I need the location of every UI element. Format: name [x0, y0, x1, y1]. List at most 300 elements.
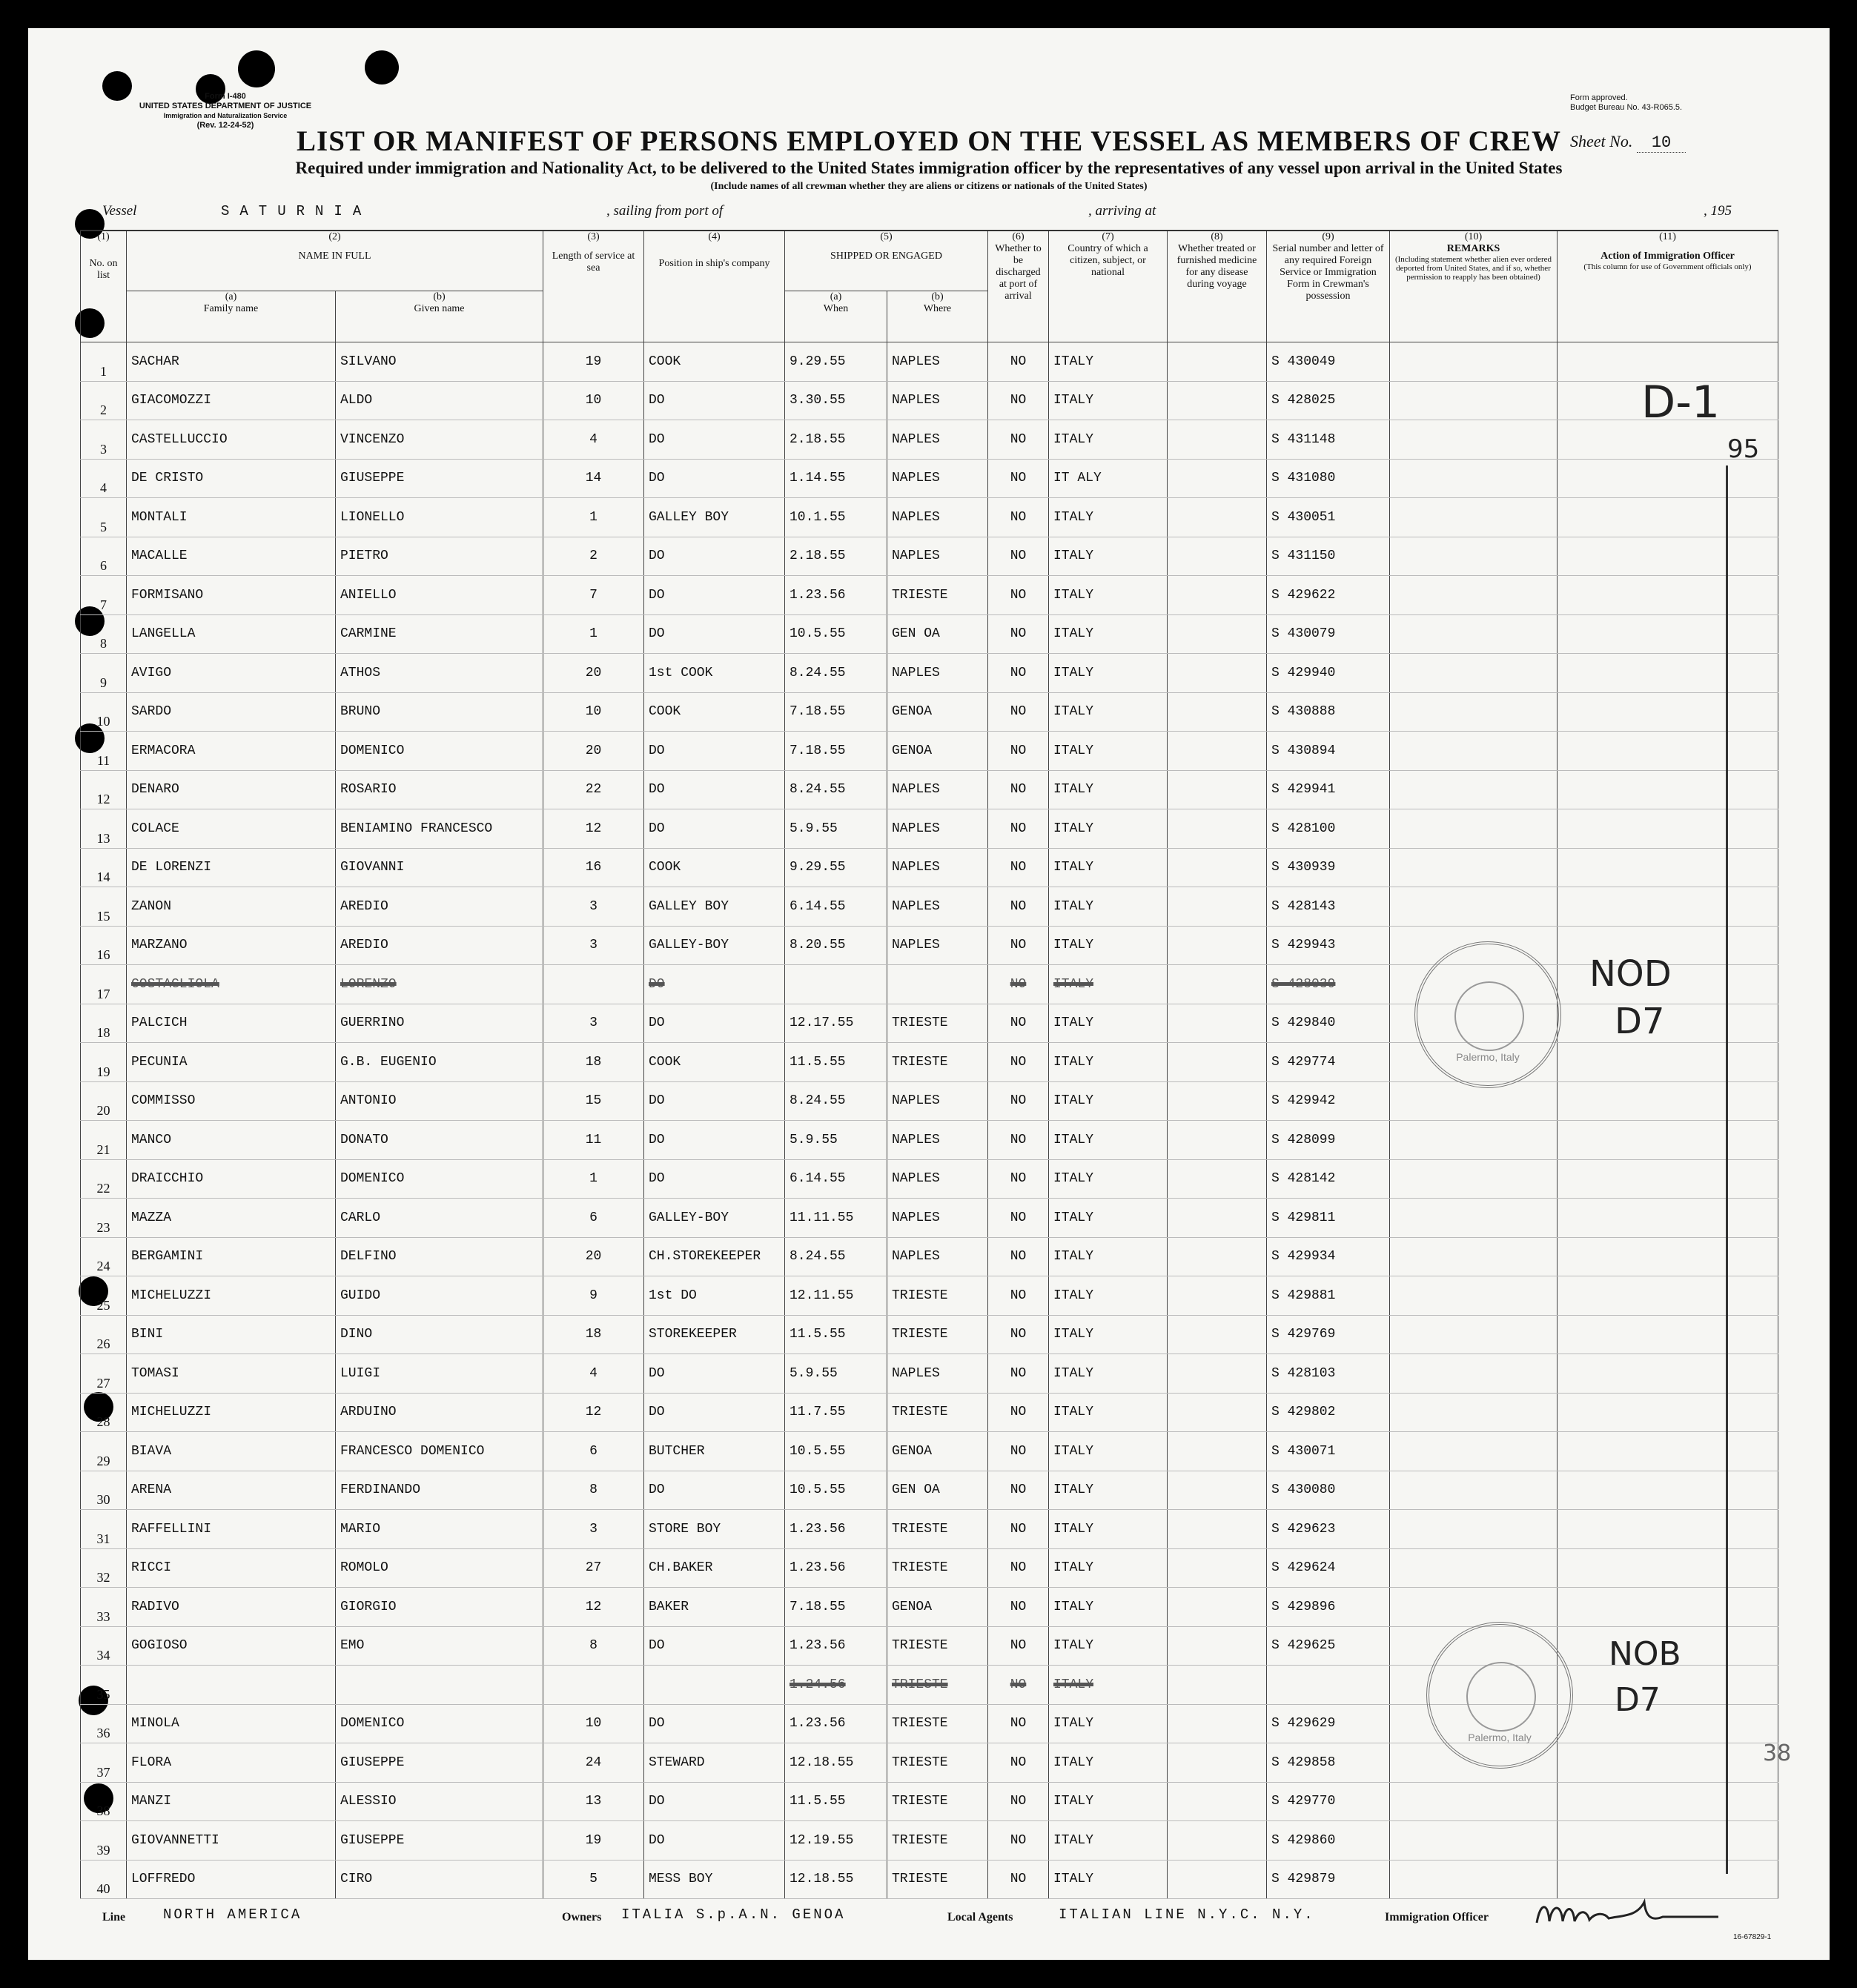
cell-where: TRIESTE: [887, 1315, 988, 1354]
cell-family: PECUNIA: [127, 1043, 336, 1082]
cell-given: DINO: [336, 1315, 543, 1354]
row-number: 40: [81, 1860, 127, 1899]
cell-length: [543, 965, 644, 1004]
cell-country: ITALY: [1049, 1432, 1168, 1471]
row-number: 20: [81, 1081, 127, 1121]
cell-remarks: [1390, 1860, 1558, 1899]
cell-action: [1558, 498, 1778, 537]
row-number: 34: [81, 1626, 127, 1666]
header-medicine: Whether treated or furnished medicine for any disease during voyage: [1176, 243, 1257, 290]
cell-medicine: [1168, 381, 1267, 420]
cell-where: TRIESTE: [887, 1860, 988, 1899]
cell-medicine: [1168, 1432, 1267, 1471]
cell-action: [1558, 1588, 1778, 1627]
cell-remarks: [1390, 1159, 1558, 1199]
row-number: 28: [81, 1393, 127, 1432]
cell-where: TRIESTE: [887, 1276, 988, 1316]
cell-action: [1558, 1315, 1778, 1354]
cell-when: 10.5.55: [785, 1471, 887, 1510]
cell-country: ITALY: [1049, 887, 1168, 927]
cell-serial: S 428142: [1267, 1159, 1390, 1199]
cell-serial: S 430049: [1267, 342, 1390, 382]
row-number: 24: [81, 1237, 127, 1276]
cell-country: ITALY: [1049, 381, 1168, 420]
cell-position: DO: [644, 732, 785, 771]
cell-given: PIETRO: [336, 537, 543, 576]
cell-medicine: [1168, 1666, 1267, 1705]
cell-where: NAPLES: [887, 887, 988, 927]
cell-remarks: [1390, 1821, 1558, 1861]
cell-action: [1558, 1471, 1778, 1510]
cell-given: LORENZO: [336, 965, 543, 1004]
page-title: LIST OR MANIFEST OF PERSONS EMPLOYED ON THE VESSEL AS MEMBERS OF CREW: [297, 125, 1561, 157]
cell-country: ITALY: [1049, 1704, 1168, 1743]
cell-medicine: [1168, 1004, 1267, 1043]
cell-position: STEWARD: [644, 1743, 785, 1783]
cell-when: 1.23.56: [785, 576, 887, 615]
cell-country: ITALY: [1049, 1354, 1168, 1394]
cell-remarks: [1390, 1081, 1558, 1121]
d7-mark: D7: [1615, 1001, 1665, 1042]
revision: (Rev. 12-24-52): [196, 121, 254, 130]
cell-family: SARDO: [127, 692, 336, 732]
cell-where: GENOA: [887, 692, 988, 732]
cell-family: MAZZA: [127, 1199, 336, 1238]
table-row: [81, 848, 1778, 887]
cell-given: CARLO: [336, 1199, 543, 1238]
cell-medicine: [1168, 887, 1267, 927]
cell-discharged: NO: [988, 1199, 1049, 1238]
cell-position: DO: [644, 1704, 785, 1743]
cell-given: GIUSEPPE: [336, 1821, 543, 1861]
cell-when: 7.18.55: [785, 732, 887, 771]
subcol-letter: (b): [433, 291, 446, 302]
cell-family: ARENA: [127, 1471, 336, 1510]
cell-serial: S 428099: [1267, 1121, 1390, 1160]
table-row: [81, 770, 1778, 809]
cell-action: [1558, 848, 1778, 887]
cell-length: 1: [543, 498, 644, 537]
cell-remarks: [1390, 887, 1558, 927]
cell-length: 2: [543, 537, 644, 576]
cell-serial: S 429770: [1267, 1782, 1390, 1821]
cell-length: 9: [543, 1276, 644, 1316]
cell-length: 4: [543, 1354, 644, 1394]
sailing-label: , sailing from port of: [606, 203, 724, 219]
cell-position: DO: [644, 537, 785, 576]
cell-discharged: NO: [988, 576, 1049, 615]
page-number: 95: [1727, 434, 1760, 464]
cell-medicine: [1168, 1471, 1267, 1510]
row-number: 29: [81, 1432, 127, 1471]
cell-family: SACHAR: [127, 342, 336, 382]
cell-country: ITALY: [1049, 732, 1168, 771]
cell-when: 1.23.56: [785, 1510, 887, 1549]
cell-when: 8.24.55: [785, 770, 887, 809]
cell-medicine: [1168, 498, 1267, 537]
cell-discharged: NO: [988, 381, 1049, 420]
row-number: 2: [81, 381, 127, 420]
cell-medicine: [1168, 576, 1267, 615]
cell-serial: S 429774: [1267, 1043, 1390, 1082]
col-number: (5): [880, 231, 893, 242]
cell-length: 10: [543, 692, 644, 732]
table-row: [81, 1860, 1778, 1899]
col-number: (3): [587, 231, 600, 242]
row-number: 27: [81, 1354, 127, 1394]
cell-family: RICCI: [127, 1548, 336, 1588]
cell-given: ROMOLO: [336, 1548, 543, 1588]
cell-discharged: NO: [988, 1471, 1049, 1510]
cell-where: TRIESTE: [887, 1004, 988, 1043]
cell-remarks: [1390, 1354, 1558, 1394]
cell-discharged: NO: [988, 498, 1049, 537]
cell-remarks: [1390, 381, 1558, 420]
cell-action: [1558, 1043, 1778, 1082]
cell-discharged: NO: [988, 1510, 1049, 1549]
cell-given: ANTONIO: [336, 1081, 543, 1121]
stamp-city: Palermo, Italy: [1468, 1732, 1532, 1743]
cell-family: COSTAGLIOLA: [127, 965, 336, 1004]
row-number: 25: [81, 1276, 127, 1316]
row-number: 37: [81, 1743, 127, 1783]
cell-family: DE CRISTO: [127, 459, 336, 498]
cell-where: TRIESTE: [887, 1821, 988, 1861]
cell-when: 1.23.56: [785, 1626, 887, 1666]
cell-remarks: [1390, 1432, 1558, 1471]
cell-remarks: [1390, 732, 1558, 771]
cell-remarks: [1390, 1588, 1558, 1627]
cell-serial: S 428103: [1267, 1354, 1390, 1394]
row-number: 17: [81, 965, 127, 1004]
cell-action: [1558, 614, 1778, 654]
cell-position: DO: [644, 809, 785, 849]
cell-serial: S 430939: [1267, 848, 1390, 887]
cell-where: TRIESTE: [887, 1548, 988, 1588]
cell-length: 3: [543, 1004, 644, 1043]
punch-hole: [365, 50, 399, 85]
cell-given: VINCENZO: [336, 420, 543, 460]
header-shipped: SHIPPED OR ENGAGED: [830, 251, 942, 262]
row-number: 22: [81, 1159, 127, 1199]
cell-serial: S 429860: [1267, 1821, 1390, 1861]
cell-length: 13: [543, 1782, 644, 1821]
table-row: [81, 654, 1778, 693]
cell-serial: S 429879: [1267, 1860, 1390, 1899]
cell-when: 9.29.55: [785, 848, 887, 887]
year-label: , 195: [1704, 203, 1732, 219]
header-when: When: [823, 303, 849, 314]
cell-family: [127, 1666, 336, 1705]
cell-medicine: [1168, 965, 1267, 1004]
cell-when: 6.14.55: [785, 1159, 887, 1199]
cell-country: ITALY: [1049, 537, 1168, 576]
cell-position: DO: [644, 1393, 785, 1432]
cell-length: 6: [543, 1432, 644, 1471]
col-number: (6): [1012, 231, 1025, 242]
cell-given: [336, 1666, 543, 1705]
cell-when: 8.20.55: [785, 926, 887, 965]
cell-remarks: [1390, 1393, 1558, 1432]
cell-when: 10.5.55: [785, 1432, 887, 1471]
cell-position: STOREKEEPER: [644, 1315, 785, 1354]
cell-discharged: NO: [988, 537, 1049, 576]
cell-action: [1558, 1121, 1778, 1160]
cell-position: DO: [644, 576, 785, 615]
table-row: [81, 342, 1778, 382]
cell-country: ITALY: [1049, 1743, 1168, 1783]
cell-position: GALLEY BOY: [644, 498, 785, 537]
header-action: Action of Immigration Officer: [1601, 251, 1735, 262]
row-number: 23: [81, 1199, 127, 1238]
cell-medicine: [1168, 1821, 1267, 1861]
cell-position: COOK: [644, 1043, 785, 1082]
cell-length: 4: [543, 420, 644, 460]
cell-medicine: [1168, 1743, 1267, 1783]
cell-action: [1558, 342, 1778, 382]
cell-medicine: [1168, 1393, 1267, 1432]
header-length: Length of service at sea: [552, 251, 635, 274]
cell-action: [1558, 1237, 1778, 1276]
cell-discharged: NO: [988, 614, 1049, 654]
cell-country: ITALY: [1049, 1860, 1168, 1899]
cell-when: 11.5.55: [785, 1782, 887, 1821]
cell-given: GIOVANNI: [336, 848, 543, 887]
col-number: (1): [97, 231, 110, 242]
cell-country: ITALY: [1049, 1782, 1168, 1821]
cell-when: [785, 965, 887, 1004]
cell-position: COOK: [644, 692, 785, 732]
cell-when: 12.17.55: [785, 1004, 887, 1043]
cell-action: [1558, 887, 1778, 927]
cell-medicine: [1168, 1043, 1267, 1082]
cell-where: TRIESTE: [887, 1510, 988, 1549]
cell-when: 7.18.55: [785, 692, 887, 732]
cell-position: COOK: [644, 848, 785, 887]
header-position: Position in ship's company: [658, 258, 770, 269]
col-number: (4): [708, 231, 721, 242]
cell-serial: S 429769: [1267, 1315, 1390, 1354]
cell-where: NAPLES: [887, 459, 988, 498]
budget-bureau: Budget Bureau No. 43-R065.5.: [1570, 103, 1683, 112]
header-remarks-note: (Including statement whether alien ever ordered deported from United States, and if so, whether permission to reapply has been obtained): [1394, 255, 1552, 282]
cell-where: NAPLES: [887, 342, 988, 382]
cell-medicine: [1168, 692, 1267, 732]
table-row: [81, 1315, 1778, 1354]
cell-serial: S 429896: [1267, 1588, 1390, 1627]
table-row: [81, 1548, 1778, 1588]
cell-position: DO: [644, 1626, 785, 1666]
cell-family: AVIGO: [127, 654, 336, 693]
cell-medicine: [1168, 1354, 1267, 1394]
print-code: 16-67829-1: [1733, 1933, 1772, 1941]
cell-given: ARDUINO: [336, 1393, 543, 1432]
cell-where: [887, 965, 988, 1004]
cell-medicine: [1168, 1199, 1267, 1238]
table-row: [81, 459, 1778, 498]
cell-discharged: NO: [988, 1666, 1049, 1705]
cell-where: TRIESTE: [887, 1626, 988, 1666]
cell-family: GOGIOSO: [127, 1626, 336, 1666]
cell-family: CASTELLUCCIO: [127, 420, 336, 460]
cell-where: NAPLES: [887, 809, 988, 849]
vessel-name: SATURNIA: [221, 203, 372, 219]
cell-country: ITALY: [1049, 1666, 1168, 1705]
header-country: Country of which a citizen, subject, or national: [1067, 243, 1148, 278]
cell-medicine: [1168, 1237, 1267, 1276]
cell-action: [1558, 1081, 1778, 1121]
cell-length: 15: [543, 1081, 644, 1121]
cell-when: 11.5.55: [785, 1043, 887, 1082]
cell-family: MARZANO: [127, 926, 336, 965]
cell-where: NAPLES: [887, 1081, 988, 1121]
row-number: 19: [81, 1043, 127, 1082]
col-number: (7): [1102, 231, 1114, 242]
row-number: 21: [81, 1121, 127, 1160]
cell-action: [1558, 459, 1778, 498]
cell-when: 1.24.56: [785, 1666, 887, 1705]
sheet-number: 10: [1637, 133, 1686, 153]
cell-family: RAFFELLINI: [127, 1510, 336, 1549]
cell-length: 20: [543, 654, 644, 693]
cell-discharged: NO: [988, 1782, 1049, 1821]
row-number: 26: [81, 1315, 127, 1354]
row-number: 11: [81, 732, 127, 771]
cell-given: GUERRINO: [336, 1004, 543, 1043]
cell-medicine: [1168, 1510, 1267, 1549]
cell-serial: S 431150: [1267, 537, 1390, 576]
table-row: [81, 809, 1778, 849]
cell-country: ITALY: [1049, 1821, 1168, 1861]
col-number: (9): [1322, 231, 1334, 242]
cell-country: IT ALY: [1049, 459, 1168, 498]
cell-given: GUIDO: [336, 1276, 543, 1316]
cell-medicine: [1168, 1159, 1267, 1199]
row-number: 4: [81, 459, 127, 498]
footer-line: [102, 1902, 1785, 1932]
cell-length: 10: [543, 1704, 644, 1743]
cell-serial: [1267, 1666, 1390, 1705]
row-number: 38: [81, 1782, 127, 1821]
cell-remarks: [1390, 1510, 1558, 1549]
cell-action: [1558, 692, 1778, 732]
cell-remarks: [1390, 459, 1558, 498]
table-row: [81, 576, 1778, 615]
nob-mark: NOB: [1609, 1635, 1681, 1673]
cell-action: [1558, 537, 1778, 576]
cell-discharged: NO: [988, 1237, 1049, 1276]
table-row: [81, 1393, 1778, 1432]
cell-position: CH.STOREKEEPER: [644, 1237, 785, 1276]
cell-action: [1558, 576, 1778, 615]
cell-action: [1558, 1393, 1778, 1432]
cell-serial: S 430888: [1267, 692, 1390, 732]
cell-given: LIONELLO: [336, 498, 543, 537]
cell-family: FLORA: [127, 1743, 336, 1783]
cell-position: BUTCHER: [644, 1432, 785, 1471]
cell-position: MESS BOY: [644, 1860, 785, 1899]
cell-family: MINOLA: [127, 1704, 336, 1743]
row-number: 12: [81, 770, 127, 809]
cell-family: BERGAMINI: [127, 1237, 336, 1276]
cell-given: FERDINANDO: [336, 1471, 543, 1510]
sheet-label: Sheet No.: [1570, 132, 1633, 150]
cell-when: 8.24.55: [785, 1081, 887, 1121]
agents-label: Local Agents: [947, 1911, 1013, 1924]
cell-discharged: NO: [988, 1821, 1049, 1861]
cell-position: DO: [644, 1121, 785, 1160]
cell-given: MARIO: [336, 1510, 543, 1549]
cell-given: BRUNO: [336, 692, 543, 732]
cell-medicine: [1168, 1626, 1267, 1666]
cell-serial: S 429625: [1267, 1626, 1390, 1666]
cell-position: GALLEY-BOY: [644, 926, 785, 965]
cell-where: TRIESTE: [887, 1666, 988, 1705]
cell-serial: S 428025: [1267, 381, 1390, 420]
cell-where: GENOA: [887, 1588, 988, 1627]
cell-length: 24: [543, 1743, 644, 1783]
cell-country: ITALY: [1049, 848, 1168, 887]
cell-medicine: [1168, 342, 1267, 382]
cell-remarks: [1390, 1237, 1558, 1276]
cell-action: [1558, 1199, 1778, 1238]
cell-when: 3.30.55: [785, 381, 887, 420]
cell-medicine: [1168, 732, 1267, 771]
cell-country: ITALY: [1049, 1237, 1168, 1276]
cell-length: 10: [543, 381, 644, 420]
cell-country: ITALY: [1049, 1393, 1168, 1432]
table-row: [81, 1276, 1778, 1316]
cell-given: ALDO: [336, 381, 543, 420]
table-row: [81, 1510, 1778, 1549]
cell-medicine: [1168, 537, 1267, 576]
table-row: [81, 1199, 1778, 1238]
cell-discharged: NO: [988, 420, 1049, 460]
cell-discharged: NO: [988, 1393, 1049, 1432]
cell-discharged: NO: [988, 965, 1049, 1004]
cell-family: COMMISSO: [127, 1081, 336, 1121]
cell-family: DENARO: [127, 770, 336, 809]
cell-country: ITALY: [1049, 1121, 1168, 1160]
header-discharged: Whether to be discharged at port of arrival: [995, 243, 1042, 302]
cell-medicine: [1168, 926, 1267, 965]
table-row: [81, 1821, 1778, 1861]
cell-where: NAPLES: [887, 1199, 988, 1238]
cell-country: ITALY: [1049, 965, 1168, 1004]
cell-length: 18: [543, 1043, 644, 1082]
cell-serial: S 428100: [1267, 809, 1390, 849]
cell-length: 5: [543, 1860, 644, 1899]
row-number: 13: [81, 809, 127, 849]
row-number: 30: [81, 1471, 127, 1510]
cell-when: 9.29.55: [785, 342, 887, 382]
header-remarks: REMARKS: [1446, 243, 1500, 254]
cell-length: 7: [543, 576, 644, 615]
cell-serial: S 429811: [1267, 1199, 1390, 1238]
cell-medicine: [1168, 1548, 1267, 1588]
cell-discharged: NO: [988, 809, 1049, 849]
cell-remarks: [1390, 1782, 1558, 1821]
cell-serial: S 431080: [1267, 459, 1390, 498]
cell-length: 3: [543, 1510, 644, 1549]
cell-given: FRANCESCO DOMENICO: [336, 1432, 543, 1471]
cell-given: DELFINO: [336, 1237, 543, 1276]
table-row: [81, 1432, 1778, 1471]
col-number: (11): [1659, 231, 1676, 242]
cell-given: GIUSEPPE: [336, 1743, 543, 1783]
cell-medicine: [1168, 420, 1267, 460]
cell-action: [1558, 809, 1778, 849]
